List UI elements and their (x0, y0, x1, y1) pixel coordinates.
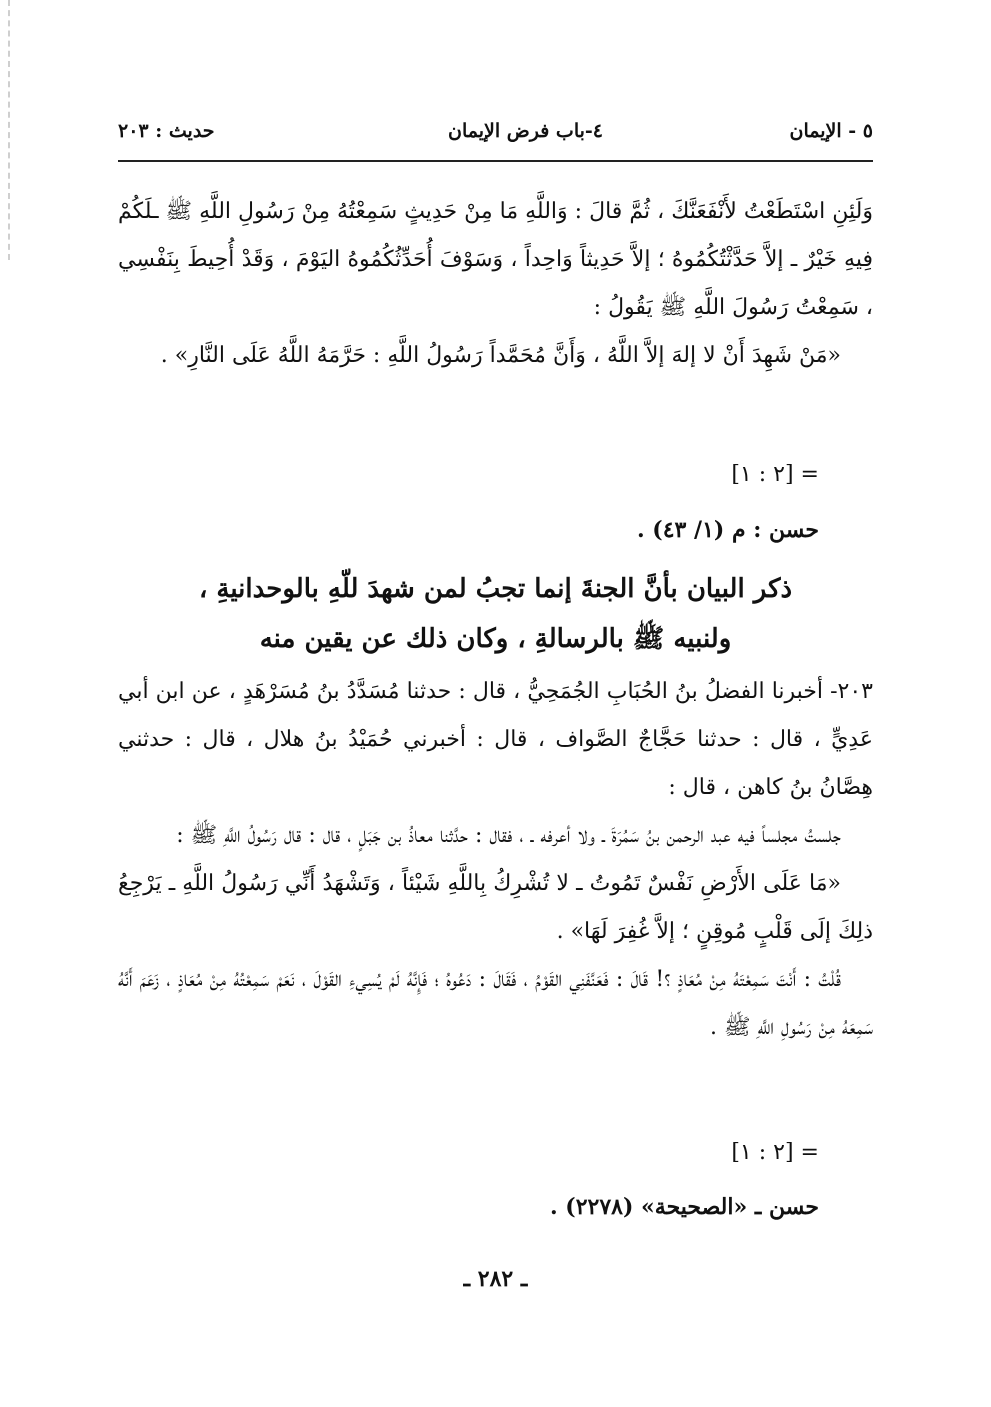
top-passage (118, 188, 873, 380)
hadith-isnad: ٢٠٣- أخبرنا الفضلُ بنُ الحُبَابِ الجُمَحِيُّ ، قال : حدثنا مُسَدَّدُ بنُ مُسَرْهَدٍ ، عن ابن أبي عَدِيٍّ ، قال : حدثنا حَجَّاجٌ الصَّواف ، قال : أخبرني حُمَيْدُ بنُ هلال ، قال : حدثني هِصَّانُ بنُ كاهن ، قال : (118, 679, 873, 800)
page-number: ـ ٢٨٢ ـ (463, 1266, 528, 1292)
header-chapter: ٥ - الإيمان (789, 120, 873, 142)
header-hadith-ref: حديث : ٢٠٣ (118, 120, 215, 142)
top-grade: حسن : م (١/ ٤٣) . (636, 517, 819, 543)
top-reference: [٢ : ١] = (731, 462, 819, 487)
top-paragraph-2: «مَنْ شَهِدَ أَنْ لا إلهَ إلاَّ اللَّهُ ، وَأَنَّ مُحَمَّداً رَسُولُ اللَّهِ : حَرَّمَهُ اللَّهُ عَلَى النَّارِ» . (160, 343, 841, 368)
header-rule (118, 160, 873, 162)
hadith-reference: [٢ : ١] = (731, 1140, 819, 1165)
hadith-grade: حسن ـ «الصحيحة» (٢٢٧٨) . (549, 1194, 819, 1220)
header-section: ٤-باب فرض الإيمان (448, 120, 603, 142)
top-paragraph-1: وَلَئِنِ اسْتَطَعْتُ لأَنْفَعَنَّكَ ، ثُمَّ قالَ : وَاللَّهِ مَا مِنْ حَدِيثٍ سَمِعْتُهُ مِنْ رَسُولِ اللَّهِ ﷺ ـلَكُمْ فِيهِ خَيْرٌ ـ إلاَّ حَدَّثْتُكُمُوهُ ؛ إلاَّ حَدِيثاً وَاحِداً ، وَسَوْفَ أُحَدِّثُكُمُوهُ اليَوْمَ ، وَقَدْ أُحِيطَ بِنَفْسِي ، سَمِعْتُ رَسُولَ اللَّهِ ﷺ يَقُولُ : (118, 199, 873, 320)
hadith-matn-3: قُلْتُ : أَنْتَ سَمِعْتَهُ مِنْ مُعَاذٍ ؟! قَالَ : فَعَنَّفَنِي القَوْمُ ، فَقَالَ : دَعُوهُ ؛ فَإِنَّهُ لَمْ يُسِيءِ القَوْلَ ، نَعَمْ سَمِعْتُهُ مِنْ مُعَاذٍ ، زَعَمَ أَنَّهُ سَمِعَهُ مِنْ رَسُولِ اللَّهِ ﷺ . (118, 967, 873, 1040)
hadith-body (118, 668, 873, 1052)
scan-margin-mark (8, 0, 10, 260)
chapter-heading-line-1: ذكر البيان بأنَّ الجنةَ إنما تجبُ لمن شهدَ للّهِ بالوحدانيةِ ، (198, 574, 793, 604)
hadith-matn-2: «مَا عَلَى الأَرْضِ نَفْسٌ تَمُوتُ ـ لا تُشْرِكُ بِاللَّهِ شَيْئاً ، وَتَشْهَدُ أَنِّي رَسُولُ اللَّهِ ـ يَرْجِعُ ذلِكَ إلَى قَلْبٍ مُوقِنٍ ؛ إلاَّ غُفِرَ لَهَا» . (118, 871, 873, 944)
running-header (118, 120, 873, 154)
hadith-matn-1: جلستُ مجلساً فيه عبد الرحمن بنُ سَمُرَةَ ـ ولا أعرفه ـ ، فقال : حدَّثنا معاذُ بن جَبَلٍ ، قال : قال رَسُولُ اللَّهِ ﷺ : (176, 823, 841, 848)
chapter-heading-line-2: ولنبيه ﷺ بالرسالةِ ، وكان ذلك عن يقين منه (259, 624, 732, 654)
